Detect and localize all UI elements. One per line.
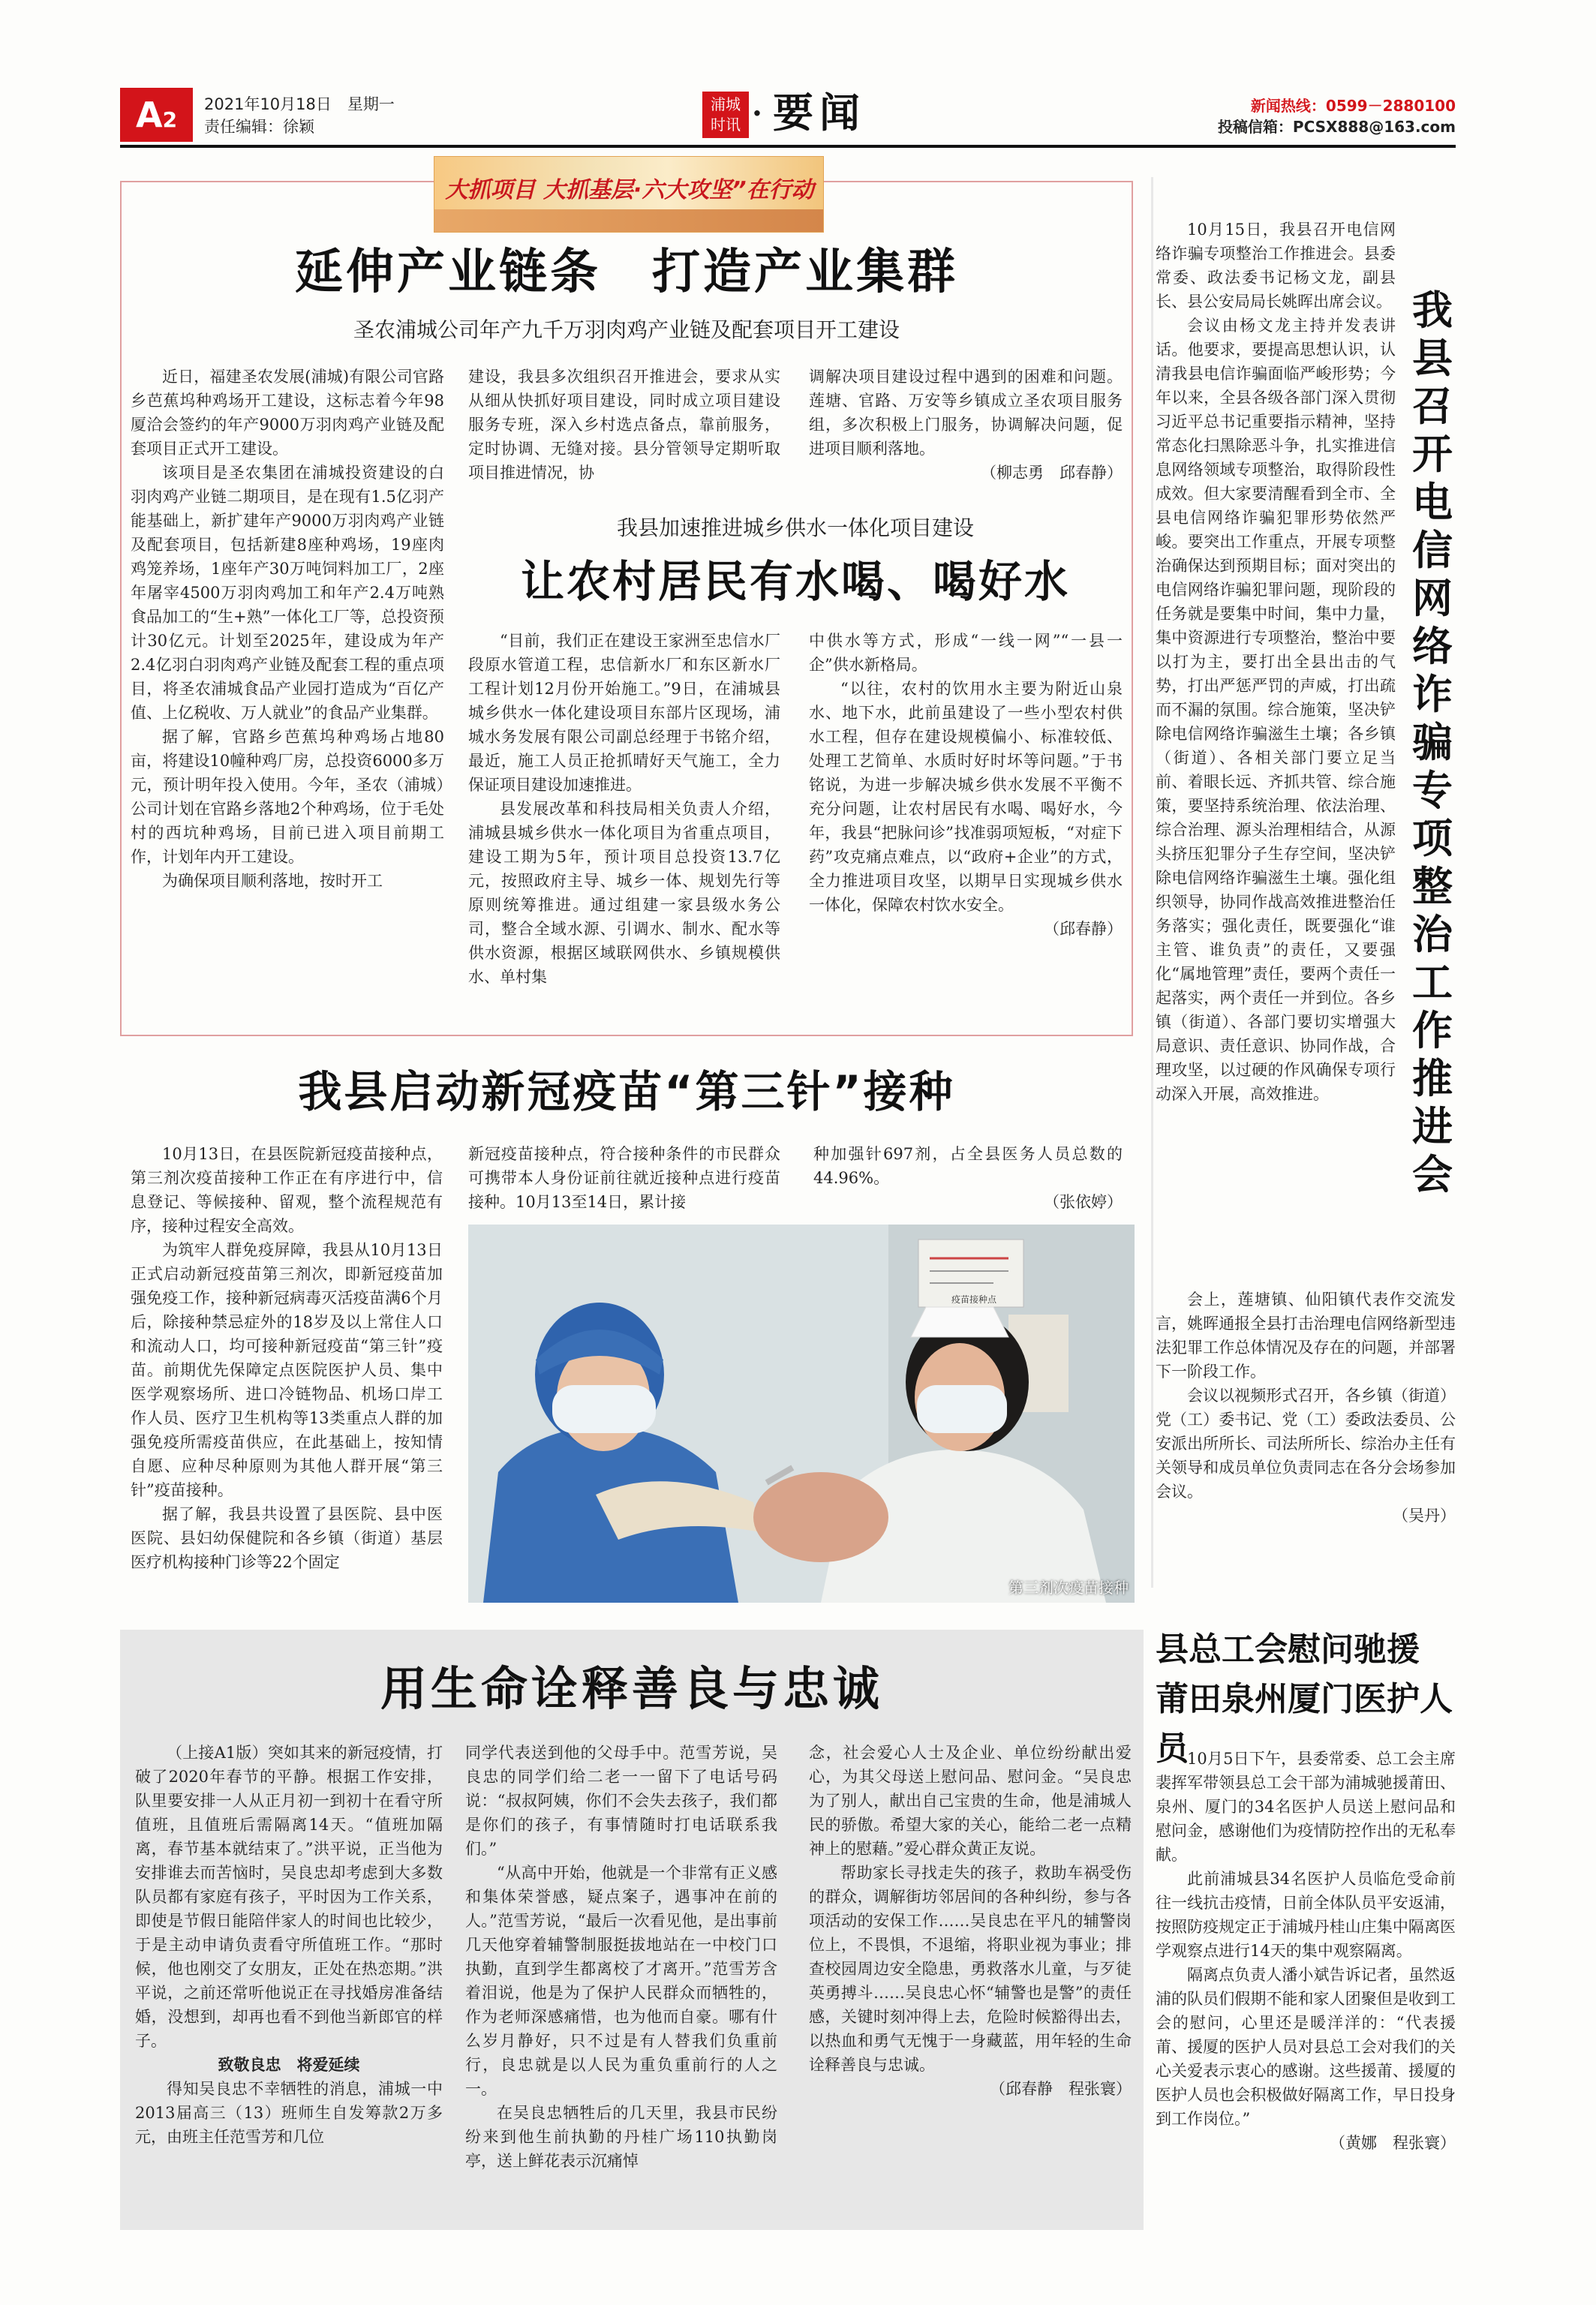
article5-subhead: 致敬良忠 将爱延续 xyxy=(218,2056,360,2074)
article4-title: 我县召开电信网络诈骗专项整治工作推进会 xyxy=(1412,287,1453,1198)
article1-col3: 调解决项目建设过程中遇到的困难和问题。莲塘、官路、万安等乡镇成立圣农项目服务组，多次积极上门服务，协调解决问题，促进项目顺利落地。 （柳志勇 邱春静） xyxy=(809,365,1123,500)
column-divider xyxy=(1151,177,1153,1588)
article3-col2: 新冠疫苗接种点，符合接种条件的市民群众可携带本人身份证前往就近接种点进行疫苗接种。10月13至14日，累计接 xyxy=(468,1145,780,1211)
article1-subtitle: 圣农浦城公司年产九千万羽肉鸡产业链及配套项目开工建设 xyxy=(353,317,900,342)
section-title: 要闻 xyxy=(773,89,866,137)
article4-col-bottom: 会上，莲塘镇、仙阳镇代表作交流发言，姚晖通报全县打击治理电信网络新型违法犯罪工作总体情况及存在的问题，并部署下一阶段工作。 会议以视频形式召开，各乡镇（街道）党（工）委书记、党（工）委政法委员、公安派出所所长、司法所所长、综治办主任有关领导和成员单位负责同志在各分会场参加会议。 （吴丹） xyxy=(1156,1288,1456,1580)
article6-byline: （黄娜 程张寰） xyxy=(1330,2134,1456,2152)
photo-caption: 第三剂次疫苗接种 xyxy=(1008,1579,1129,1597)
editor-line: 责任编辑：徐颖 xyxy=(204,118,314,136)
campaign-banner: 大抓项目 大抓基层·六大攻坚”在行动 xyxy=(434,156,824,233)
article3-byline: （张依婷） xyxy=(1044,1193,1123,1211)
vaccination-photo xyxy=(468,1225,1135,1603)
article5-col3: 念，社会爱心人士及企业、单位纷纷献出爱心，为其父母送上慰问品、慰问金。“吴良忠为了别人，献出自己宝贵的生命，他是浦城人民的骄傲。希望大家的关心，能给二老一点精神上的慰藉。”爱心群众黄正友说。 帮助家长寻找走失的孩子，救助车祸受伤的群众，调解街坊邻居间的各种纠纷，参与各项活动的安保工作……吴良忠在平凡的辅警岗位上，不畏惧，不退缩，将职业视为事业；排查校园周边安全隐患，勇救落水儿童，与歹徒英勇搏斗……吴良忠心怀“辅警也是警”的责任感，关键时刻冲得上去，危险时候豁得出去，以热血和勇气无愧于一身藏蓝，用年轻的生命诠释善良与忠诚。 （邱春静 程张寰） xyxy=(809,1741,1132,2221)
article6-body: 10月5日下午，县委常委、总工会主席裴挥军带领县总工会干部为浦城驰援莆田、泉州、厦门的34名医护人员送上慰问品和慰问金，感谢他们为疫情防控作出的无私奉献。 此前浦城县34名医护人员临危受命前往一线抗击疫情，日前全体队员平安返浦，按照防疫规定正于浦城丹桂山庄集中隔离医学观察点进行14天的集中观察隔离。 隔离点负责人潘小斌告诉记者，虽然返浦的队员们假期不能和家人团聚但是收到工会的慰问，心里还是暖洋洋的：“代表援莆、援厦的医护人员对县总工会对我们的关心关爱表示衷心的感谢。这些援莆、援厦的医护人员也会积极做好隔离工作，早日投身到工作岗位。” （黄娜 程张寰） xyxy=(1156,1747,1456,2227)
article2-col2: 中供水等方式，形成“一线一网”“一县一企”供水新格局。 “以往，农村的饮用水主要为附近山泉水、地下水，此前虽建设了一些小型农村供水工程，但存在建设规模偏小、标准较低、处理工艺简单、水质时好时坏等问题。”于书铭说，为进一步解决城乡供水发展不平衡不充分问题，让农村居民有水喝、喝好水，今年，我县“把脉问诊”找准弱项短板，“对症下药”攻克痛点难点，以“政府+企业”的方式，全力推进项目攻坚，以期早日实现城乡供水一体化，保障农村饮水安全。 （邱春静） xyxy=(809,629,1123,1029)
article3-title: 我县启动新冠疫苗“第三针”接种 xyxy=(298,1066,955,1117)
date-line: 2021年10月18日 星期一 xyxy=(204,95,395,113)
article5-byline: （邱春静 程张寰） xyxy=(990,2080,1132,2098)
article5-title: 用生命诠释善良与忠诚 xyxy=(380,1661,883,1716)
article5-col2: 同学代表送到他的父母手中。范雪芳说，吴良忠的同学们给二老一一留下了电话号码说：“叔叔阿姨，你们不会失去孩子，我们都是你们的孩子，有事情随时打电话联系我们。” “从高中开始，他就是一个非常有正义感和集体荣誉感，疑点案子，遇事冲在前的人。”范雪芳说，“最后一次看见他，是出事前几天他穿着辅警制服挺拔地站在一中校门口执勤，直到学生都离校了才离开。”范雪芳含着泪说，他是为了保护人民群众而牺牲的，作为老师深感痛惜，也为他而自豪。哪有什么岁月静好，只不过是有人替我们负重前行，良忠就是以人民为重负重前行的人之一。 在吴良忠牺牲后的几天里，我县市民纷纷来到他生前执勤的丹桂广场110执勤岗亭，送上鲜花表示沉痛悼 xyxy=(465,1744,777,2170)
article1-byline: （柳志勇 邱春静） xyxy=(981,464,1123,482)
masthead-rule xyxy=(120,145,1456,148)
article4-byline: （吴丹） xyxy=(1393,1507,1456,1525)
article4-col-top: 10月15日，我县召开电信网络诈骗专项整治工作推进会。县委常委、政法委书记杨文龙，副县长、县公安局局长姚晖出席会议。 会议由杨文龙主持并发表讲话。他要求，要提高思想认识，认清我县电信诈骗面临严峻形势；今年以来，全县各级各部门深入贯彻习近平总书记重要指示精神，坚持常态化扫黑除恶斗争，扎实推进信息网络领域专项整治，取得阶段性成效。但大家要清醒看到全市、全县电信网络诈骗犯罪形势依然严峻。要突出工作重点，开展专项整治确保达到预期目标；面对突出的电信网络诈骗犯罪问题，现阶段的任务就是要集中时间，集中力量，集中资源进行专项整治，整治中要以打为主，要打出全县出击的气势，打出严惩严罚的声威，打出疏而不漏的氛围。综合施策，坚决铲除电信网络诈骗滋生土壤；各乡镇（街道）、各相关部门要立足当前、着眼长远、齐抓共管、综合施策，要坚持系统治理、依法治理、综合治理、源头治理相结合，从源头挤压犯罪分子生存空间，坚决铲除电信网络诈骗滋生土壤。强化组织领导，协同作战高效推进整治任务落实；强化责任，既要强化“谁主管、谁负责”的责任，又要强化“属地管理”责任，要两个责任一起落实，两个责任一并到位。各乡镇（街道）、各部门要切实增强大局意识、责任意识、协同作战，合理攻坚，以过硬的作风确保专项行动深入开展，高效推进。 xyxy=(1156,221,1396,1103)
article2-col1: “目前，我们正在建设王家洲至忠信水厂段原水管道工程，忠信新水厂和东区新水厂工程计划12月份开始施工。”9日，在浦城县城乡供水一体化建设项目东部片区现场，浦城水务发展有限公司副总经理于书铭介绍，最近，施工人员正抢抓晴好天气施工，全力保证项目建设加速推进。 县发展改革和科技局相关负责人介绍，浦城县城乡供水一体化项目为省重点项目，建设工期为5年，预计项目总投资13.7亿元，按照政府主导、城乡一体、规划先行等原则统筹推进。通过组建一家县级水务公司，整合全域水源、引调水、制水、配水等供水资源，根据区域联网供水、乡镇规模供水、单村集 xyxy=(468,632,780,986)
article2-title: 让农村居民有水喝、喝好水 xyxy=(520,556,1070,607)
page-number-badge: A2 xyxy=(120,88,193,142)
article2-byline: （邱春静） xyxy=(1044,920,1123,938)
vaccination-illustration xyxy=(468,1225,1135,1603)
article1-col2: 建设，我县多次组织召开推进会，要求从实从细从快抓好项目建设，同时成立项目建设服务专班，深入乡村选点备点，靠前服务，定时协调、无缝对接。县分管领导定期听取项目推进情况，协 xyxy=(468,368,780,482)
section-dot: · xyxy=(752,96,762,131)
article1-col1: 近日，福建圣农发展(浦城)有限公司官路乡芭蕉坞种鸡场开工建设，这标志着今年98厦洽会签约的年产9000万羽肉鸡产业链及配套项目正式开工建设。 该项目是圣农集团在浦城投资建设的白羽肉鸡产业链二期项目，是在现有1.5亿羽产能基础上，新扩建年产9000万羽肉鸡产业链及配套项目，包括新建8座种鸡场，19座肉鸡笼养场，1座年产30万吨饲料加工厂，2座年屠宰4500万羽肉鸡加工和年产2.4万吨熟食品加工的“生+熟”一体化工厂等，总投资预计30亿元。计划至2025年，建设成为年产2.4亿羽白羽肉鸡产业链及配套工程的重点项目，将圣农浦城食品产业园打造成为“百亿产值、上亿税收、万人就业”的食品产业集群。 据了解，官路乡芭蕉坞种鸡场占地80亩，将建设10幢种鸡厂房，总投资6000多万元，预计明年投入使用。今年，圣农（浦城）公司计划在官路乡落地2个种鸡场，位于毛处村的西坑种鸡场，目前已进入项目前期工作，计划年内开工建设。 为确保项目顺利落地，按时开工 xyxy=(131,368,444,890)
submission-email: 投稿信箱：PCSX888@163.com xyxy=(1217,118,1456,136)
photo-sign: 疫苗接种点 xyxy=(951,1294,996,1305)
article6-title: 县总工会慰问驰援 莆田泉州厦门医护人员 xyxy=(1156,1630,1453,1768)
news-hotline: 新闻热线：0599－2880100 xyxy=(1250,97,1456,115)
article3-col3: 种加强针697剂，占全县医务人员总数的44.96%。 （张依婷） xyxy=(813,1142,1123,1220)
newspaper-logo: 浦城 时讯 xyxy=(702,92,749,138)
article2-kicker: 我县加速推进城乡供水一体化项目建设 xyxy=(616,515,974,540)
article5-col1: （上接A1版）突如其来的新冠疫情，打破了2020年春节的平静。根据工作安排，队里要安排一人从正月初一到初十在看守所值班，且值班后需隔离14天。“值班加隔离，春节基本就结束了。”洪平说，正当他为安排谁去而苦恼时，吴良忠却考虑到大多数队员都有家庭有孩子，平时因为工作关系，即使是节假日能陪伴家人的时间也比较少，于是主动申请负责看守所值班工作。“那时候，他也刚交了女朋友，正处在热恋期。”洪平说，之前还常听他说正在寻找婚房准备结婚，没想到，却再也看不到他当新郎官的样子。 致敬良忠 将爱延续 得知吴良忠不幸牺牲的消息，浦城一中2013届高三（13）班师生自发筹款2万多元，由班主任范雪芳和几位 xyxy=(135,1744,443,2146)
article1-title: 延伸产业链条 打造产业集群 xyxy=(295,245,958,300)
article3-col1: 10月13日，在县医院新冠疫苗接种点，第三剂次疫苗接种工作正在有序进行中，信息登记、等候接种、留观，整个流程规范有序，接种过程安全高效。 为筑牢人群免疫屏障，我县从10月13日正式启动新冠疫苗第三剂次，即新冠疫苗加强免疫工作，接种新冠病毒灭活疫苗满6个月后，除接种禁忌症外的18岁及以上常住人口和流动人口，均可接种新冠疫苗“第三针”疫苗。前期优先保障定点医院医护人员、集中医学观察场所、进口冷链物品、机场口岸工作人员、医疗卫生机构等13类重点人群的加强免疫所需疫苗供应，在此基础上，按知情自愿、应种尽种原则为其他人群开展“第三针”疫苗接种。 据了解，我县共设置了县医院、县中医医院、县妇幼保健院和各乡镇（街道）基层医疗机构接种门诊等22个固定 xyxy=(131,1145,443,1571)
